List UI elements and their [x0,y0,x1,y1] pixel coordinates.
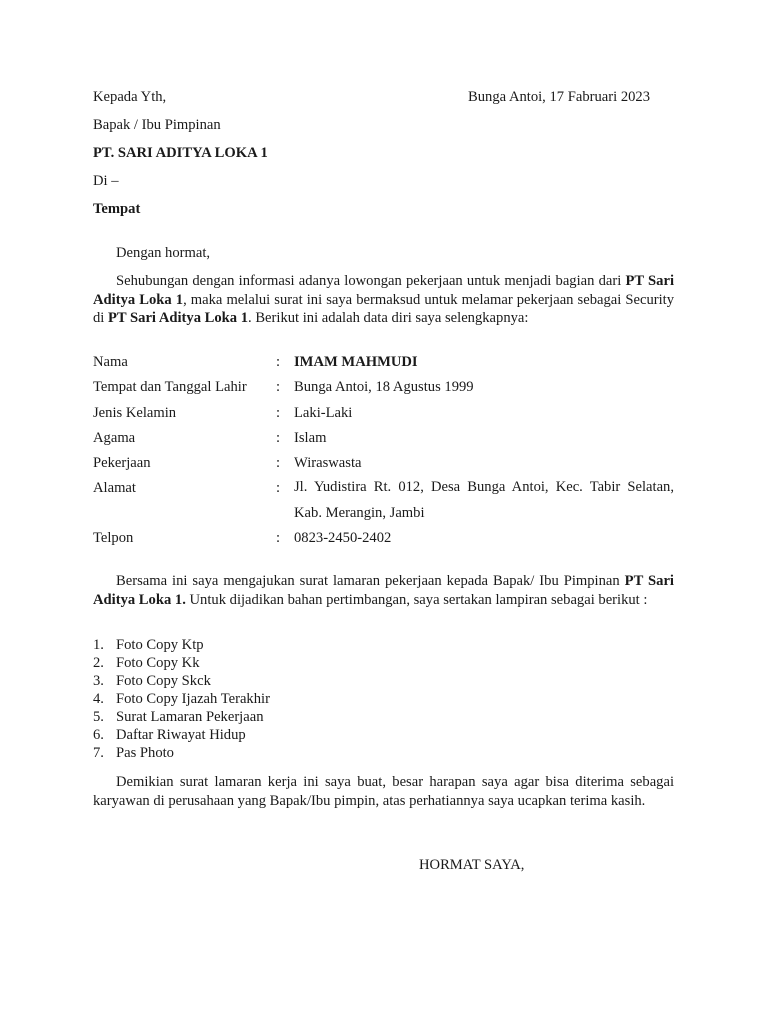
data-colon: : [276,379,281,395]
tempat-line: Tempat [93,201,141,217]
data-colon: : [276,455,281,471]
company-name: PT. SARI ADITYA LOKA 1 [93,145,268,161]
list-text: Foto Copy Ijazah Terakhir [116,691,270,707]
intro-company-2: PT Sari Aditya Loka 1 [108,310,249,326]
salutation: Dengan hormat, [116,245,211,261]
data-row-nama [93,353,674,378]
data-label: Jenis Kelamin [93,405,177,421]
list-number: 7. [93,745,104,761]
intro-text-2: , maka melalui surat ini saya bermaksud untuk melamar pekerjaan sebagai Security di [93,291,675,326]
data-label: Pekerjaan [93,455,151,471]
sign-off: HORMAT SAYA, [419,857,525,873]
data-label: Tempat dan Tanggal Lahir [93,379,247,395]
list-number: 2. [93,655,104,671]
data-colon: : [276,430,281,446]
intro-paragraph [93,272,674,328]
place-date: Bunga Antoi, 17 Fabruari 2023 [468,89,651,105]
intro-text-1: Sehubungan dengan informasi adanya lowongan pekerjaan untuk menjadi bagian dari [116,273,626,289]
submission-company: PT Sari Aditya Loka 1. [93,573,674,608]
di-line: Di – [93,173,119,189]
list-number: 5. [93,709,104,725]
list-text: Foto Copy Skck [116,673,211,689]
closing-text: Demikian surat lamaran kerja ini saya buat, besar harapan saya agar bisa diterima sebagai karyawan di perusahaan yang Bapak/Ibu pimpin, atas perhatiannya saya ucapkan terima kasih. [93,774,674,809]
list-number: 3. [93,673,104,689]
data-row-ttl [93,378,674,403]
submission-text-1: Bersama ini saya mengajukan surat lamaran pekerjaan kepada Bapak/ Ibu Pimpinan [116,573,625,589]
list-text: Foto Copy Kk [116,655,200,671]
list-text: Foto Copy Ktp [116,637,204,653]
data-label: Alamat [93,480,136,496]
data-label: Telpon [93,530,134,546]
submission-paragraph [93,572,674,609]
data-row-jenis-kelamin [93,404,674,429]
data-label: Nama [93,354,128,370]
data-value: Bunga Antoi, 18 Agustus 1999 [294,379,474,395]
recipient-title: Bapak / Ibu Pimpinan [93,117,221,133]
data-colon: : [276,480,281,496]
data-colon: : [276,530,281,546]
data-row-alamat [93,479,674,531]
intro-text-3: . Berikut ini adalah data diri saya selengkapnya: [248,310,529,326]
data-label: Agama [93,430,136,446]
list-text: Surat Lamaran Pekerjaan [116,709,264,725]
address-value [294,475,674,526]
list-number: 4. [93,691,104,707]
address-line-1: Jl. Yudistira Rt. 012, Desa Bunga Antoi, Kec. Tabir Selatan, [294,479,674,495]
data-value: Islam [294,430,327,446]
intro-company-1: PT Sari Aditya Loka 1 [93,273,674,308]
data-value: 0823-2450-2402 [294,530,392,546]
list-text: Daftar Riwayat Hidup [116,727,246,743]
data-value: IMAM MAHMUDI [294,354,418,370]
list-number: 1. [93,637,104,653]
address-line-2: Kab. Merangin, Jambi [294,504,425,521]
recipient-greeting: Kepada Yth, [93,89,167,105]
data-colon: : [276,354,281,370]
list-number: 6. [93,727,104,743]
submission-text-2: Untuk dijadikan bahan pertimbangan, saya sertakan lampiran sebagai berikut : [185,591,648,608]
data-value: Laki-Laki [294,405,353,421]
data-row-agama [93,429,674,454]
closing-paragraph [93,773,674,810]
list-text: Pas Photo [116,745,174,761]
data-value: Wiraswasta [294,455,362,471]
data-colon: : [276,405,281,421]
data-row-telpon [93,529,674,554]
